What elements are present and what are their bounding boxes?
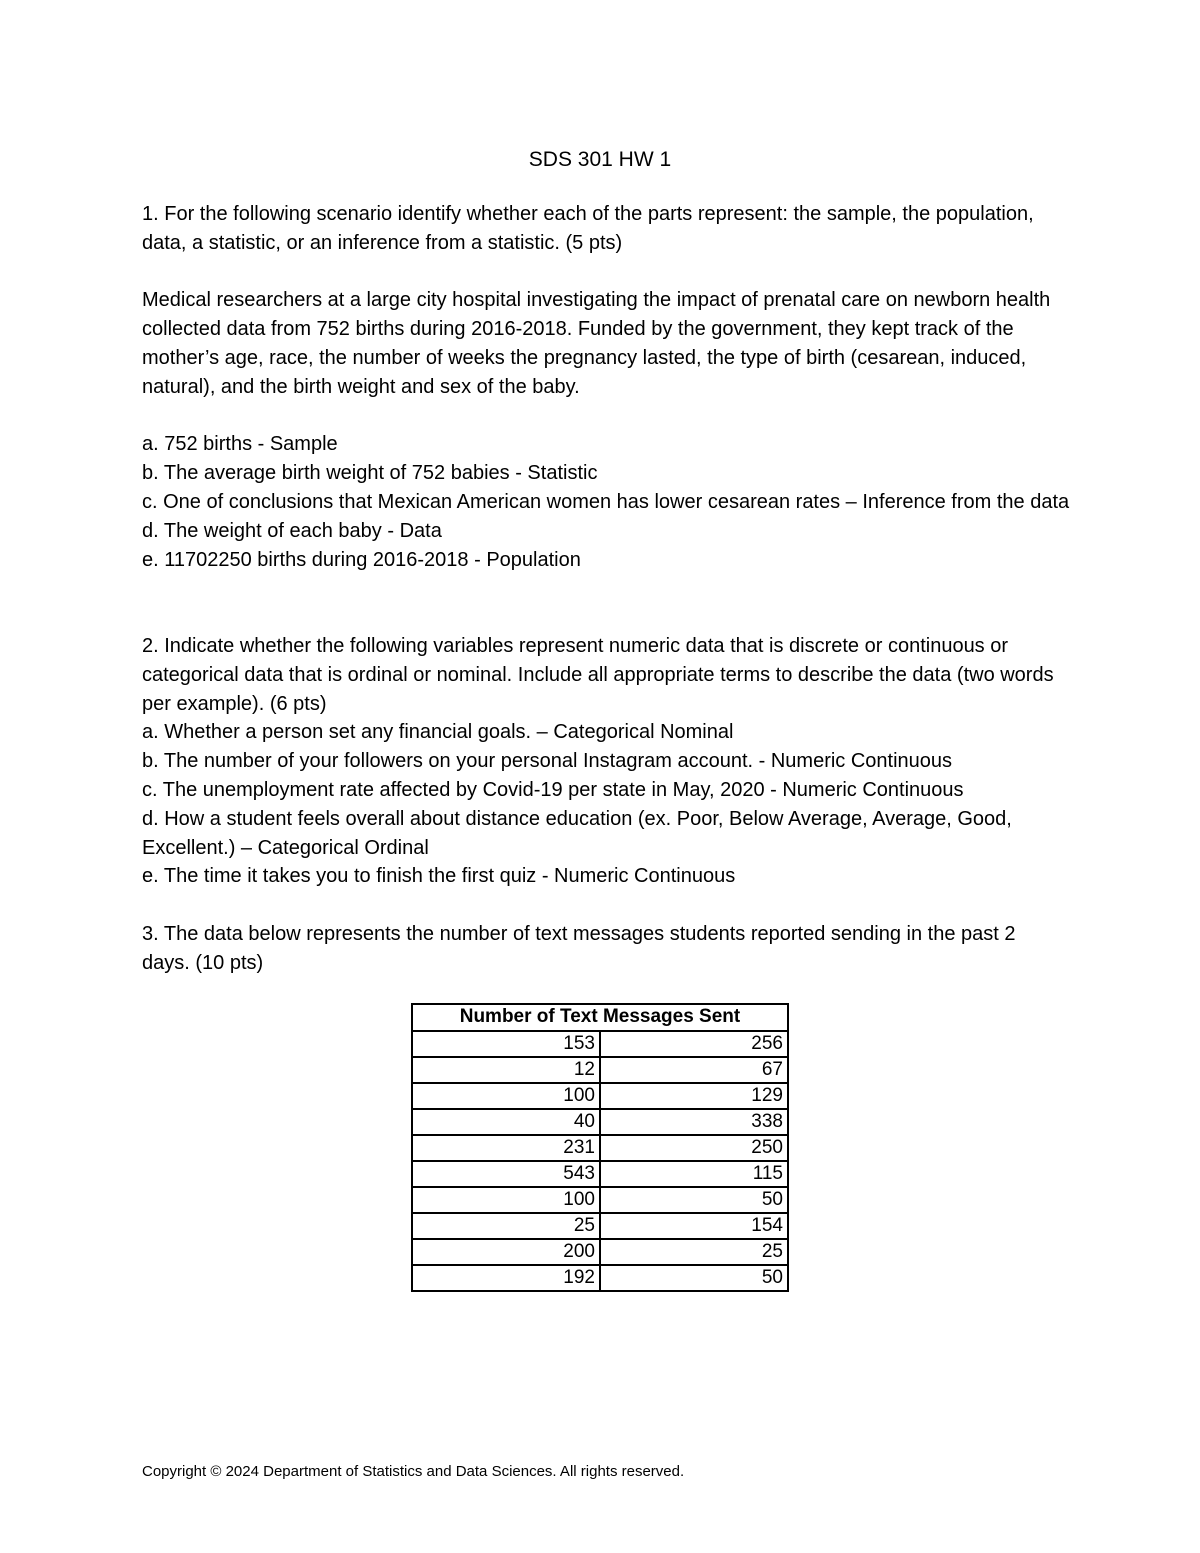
table-cell: 153 (412, 1031, 600, 1057)
q1-answer-c: c. One of conclusions that Mexican American women has lower cesarean rates – Inference from the data (142, 490, 1070, 513)
table-row (412, 1057, 788, 1083)
q2-prompt: 2. Indicate whether the following variables represent numeric data that is discrete or continuous or categorical data that is ordinal or nominal. Include all appropriate terms to describe the data (two words per example). (6 pts) (142, 634, 1054, 715)
q2-answer-d: d. How a student feels overall about distance education (ex. Poor, Below Average, Average, Good, Excellent.) – Categorical Ordinal (142, 807, 1012, 859)
q1-answer-a: a. 752 births - Sample (142, 433, 338, 456)
table-cell: 25 (412, 1213, 600, 1239)
q1-prompt: 1. For the following scenario identify whether each of the parts represent: the sample, the population, data, a statistic, or an inference from a statistic. (5 pts) (142, 203, 1034, 254)
table-row (412, 1161, 788, 1187)
table-cell: 200 (412, 1239, 600, 1265)
table-cell: 338 (600, 1109, 788, 1135)
table-row (412, 1213, 788, 1239)
text-messages-table (411, 1003, 789, 1292)
copyright-footer: Copyright © 2024 Department of Statistics and Data Sciences. All rights reserved. (142, 1463, 685, 1480)
table-row (412, 1109, 788, 1135)
table-header: Number of Text Messages Sent (412, 1004, 788, 1031)
table-cell: 25 (600, 1239, 788, 1265)
table-row (412, 1239, 788, 1265)
table-row (412, 1135, 788, 1161)
table-cell: 250 (600, 1135, 788, 1161)
q1-answer-b: b. The average birth weight of 752 babies - Statistic (142, 462, 598, 485)
q1-scenario: Medical researchers at a large city hospital investigating the impact of prenatal care on newborn health collected data from 752 births during 2016-2018. Funded by the government, they kept track of the mother’s age, race, the number of weeks the pregnancy lasted, the type of birth (cesarean, induced, natural), and the birth weight and sex of the baby. (142, 289, 1051, 398)
document-body (142, 200, 1072, 978)
table-cell: 67 (600, 1057, 788, 1083)
q2-answer-b: b. The number of your followers on your personal Instagram account. - Numeric Continuous (142, 750, 953, 773)
table-cell: 40 (412, 1109, 600, 1135)
q2-answer-e: e. The time it takes you to finish the first quiz - Numeric Continuous (142, 865, 736, 888)
table-cell: 50 (600, 1265, 788, 1291)
table-cell: 256 (600, 1031, 788, 1057)
table-cell: 12 (412, 1057, 600, 1083)
table-cell: 154 (600, 1213, 788, 1239)
q1-answer-d: d. The weight of each baby - Data (142, 519, 442, 542)
table-row (412, 1031, 788, 1057)
table-row (412, 1265, 788, 1291)
table-row (412, 1187, 788, 1213)
table-cell: 100 (412, 1187, 600, 1213)
table-cell: 100 (412, 1083, 600, 1109)
table-cell: 129 (600, 1083, 788, 1109)
table-cell: 192 (412, 1265, 600, 1291)
table-cell: 543 (412, 1161, 600, 1187)
q3-prompt: 3. The data below represents the number of text messages students reported sending in the past 2 days. (10 pts) (142, 922, 1016, 974)
page-title: SDS 301 HW 1 (528, 148, 672, 171)
table-cell: 50 (600, 1187, 788, 1213)
table-row (412, 1083, 788, 1109)
table-cell: 115 (600, 1161, 788, 1187)
q1-answer-e: e. 11702250 births during 2016-2018 - Population (142, 548, 581, 571)
q2-answer-a: a. Whether a person set any financial goals. – Categorical Nominal (142, 721, 734, 744)
table-cell: 231 (412, 1135, 600, 1161)
q2-answer-c: c. The unemployment rate affected by Covid-19 per state in May, 2020 - Numeric Continuous (142, 778, 964, 801)
table-header-row (412, 1004, 788, 1031)
